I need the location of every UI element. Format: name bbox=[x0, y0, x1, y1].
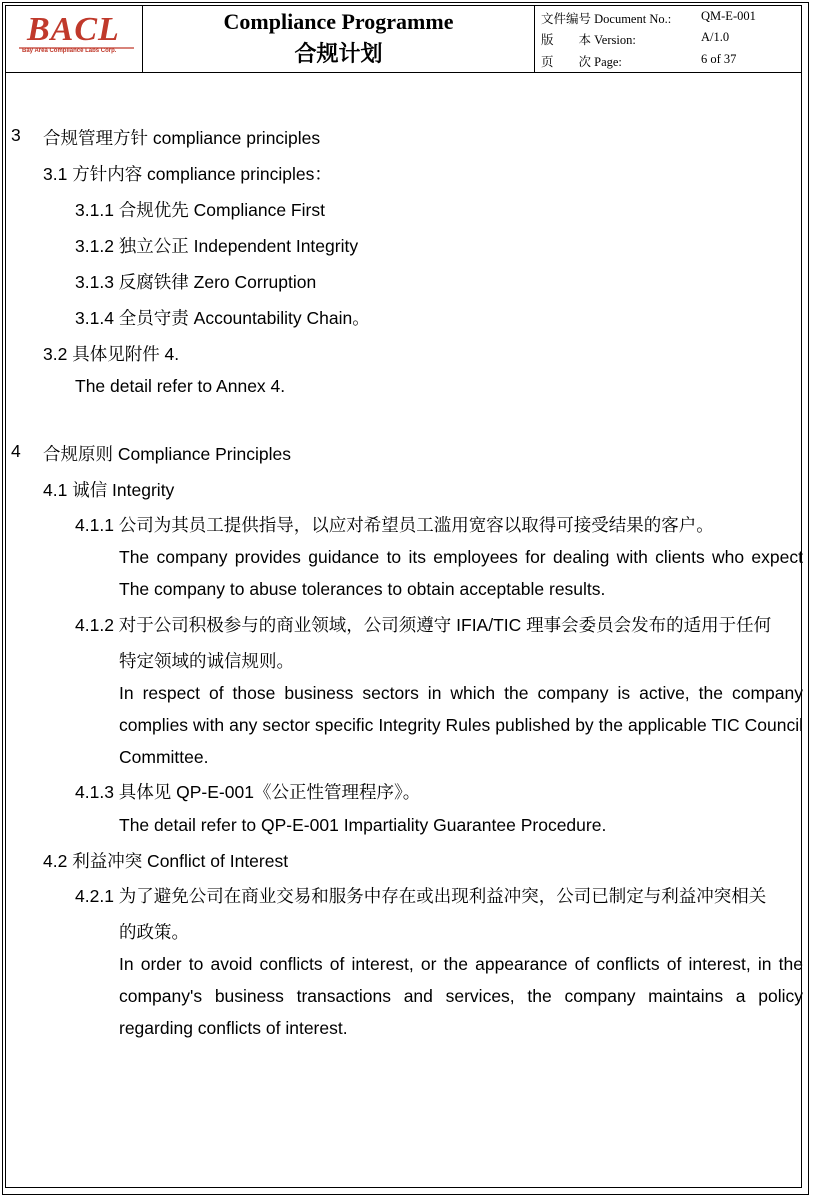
list-item: 3.1.1 合规优先 Compliance First bbox=[75, 200, 325, 220]
list-item: 3.1.3 反腐铁律 Zero Corruption bbox=[75, 272, 317, 292]
document-meta bbox=[535, 5, 802, 72]
clause-translation: The detail refer to QP-E-001 Impartiality Guarantee Procedure. bbox=[119, 815, 607, 835]
clause-text: 4.2.1 为了避免公司在商业交易和服务中存在或出现利益冲突，公司已制定与利益冲突相关 bbox=[75, 886, 767, 906]
section-number: 3 bbox=[11, 125, 21, 145]
clause-text-continued: 的政策。 bbox=[119, 922, 189, 942]
meta-value: A/1.0 bbox=[701, 30, 730, 44]
document-header bbox=[5, 5, 802, 73]
company-logo: BACL bbox=[27, 11, 120, 48]
section-number: 4 bbox=[11, 441, 21, 461]
clause-translation: In respect of those business sectors in which the company is active, the company complies with any sector specific Integrity Rules published by the applicable TIC Council Committee. bbox=[119, 683, 803, 767]
list-item: 3.1.4 全员守责 Accountability Chain。 bbox=[75, 308, 370, 328]
clause-translation: In order to avoid conflicts of interest, or the appearance of conflicts of interest, in the company's business transactions and services, the company maintains a policy regarding conflicts of interest. bbox=[119, 954, 803, 1038]
meta-label: 文件编号 Document No.: bbox=[541, 12, 672, 26]
section-heading: 合规原则 Compliance Principles bbox=[43, 444, 291, 464]
clause-text: 4.1.2 对于公司积极参与的商业领域，公司须遵守 IFIA/TIC 理事会委员会发布的适用于任何 bbox=[75, 615, 772, 635]
subsection-heading: 4.1 诚信 Integrity bbox=[43, 480, 175, 500]
section-heading: 合规管理方针 compliance principles bbox=[43, 128, 321, 148]
logo-subtitle: Bay Area Compliance Labs Corp. bbox=[22, 48, 117, 54]
clause-translation: The company provides guidance to its employees for dealing with clients who expect The company to abuse tolerances to obtain acceptable results. bbox=[119, 547, 803, 599]
logo-cell bbox=[5, 5, 143, 72]
subsection-heading: 3.1 方针内容 compliance principles： bbox=[43, 164, 332, 184]
paragraph: The detail refer to Annex 4. bbox=[75, 376, 286, 396]
meta-label: 版 本 Version: bbox=[541, 33, 636, 47]
meta-label: 页 次 Page: bbox=[541, 55, 622, 69]
subsection-heading: 4.2 利益冲突 Conflict of Interest bbox=[43, 851, 289, 871]
clause-text: 4.1.1 公司为其员工提供指导，以应对希望员工滥用宽容以取得可接受结果的客户。 bbox=[75, 515, 714, 535]
meta-value: 6 of 37 bbox=[701, 52, 737, 66]
list-item: 3.1.2 独立公正 Independent Integrity bbox=[75, 236, 359, 256]
document-title-en: Compliance Programme bbox=[223, 9, 454, 34]
subsection-heading: 3.2 具体见附件 4. bbox=[43, 344, 180, 364]
clause-text: 4.1.3 具体见 QP-E-001《公正性管理程序》。 bbox=[75, 782, 421, 802]
meta-value: QM-E-001 bbox=[701, 9, 756, 23]
title-cell bbox=[143, 5, 535, 72]
document-title-zh: 合规计划 bbox=[294, 42, 383, 67]
clause-text-continued: 特定领域的诚信规则。 bbox=[119, 651, 294, 671]
